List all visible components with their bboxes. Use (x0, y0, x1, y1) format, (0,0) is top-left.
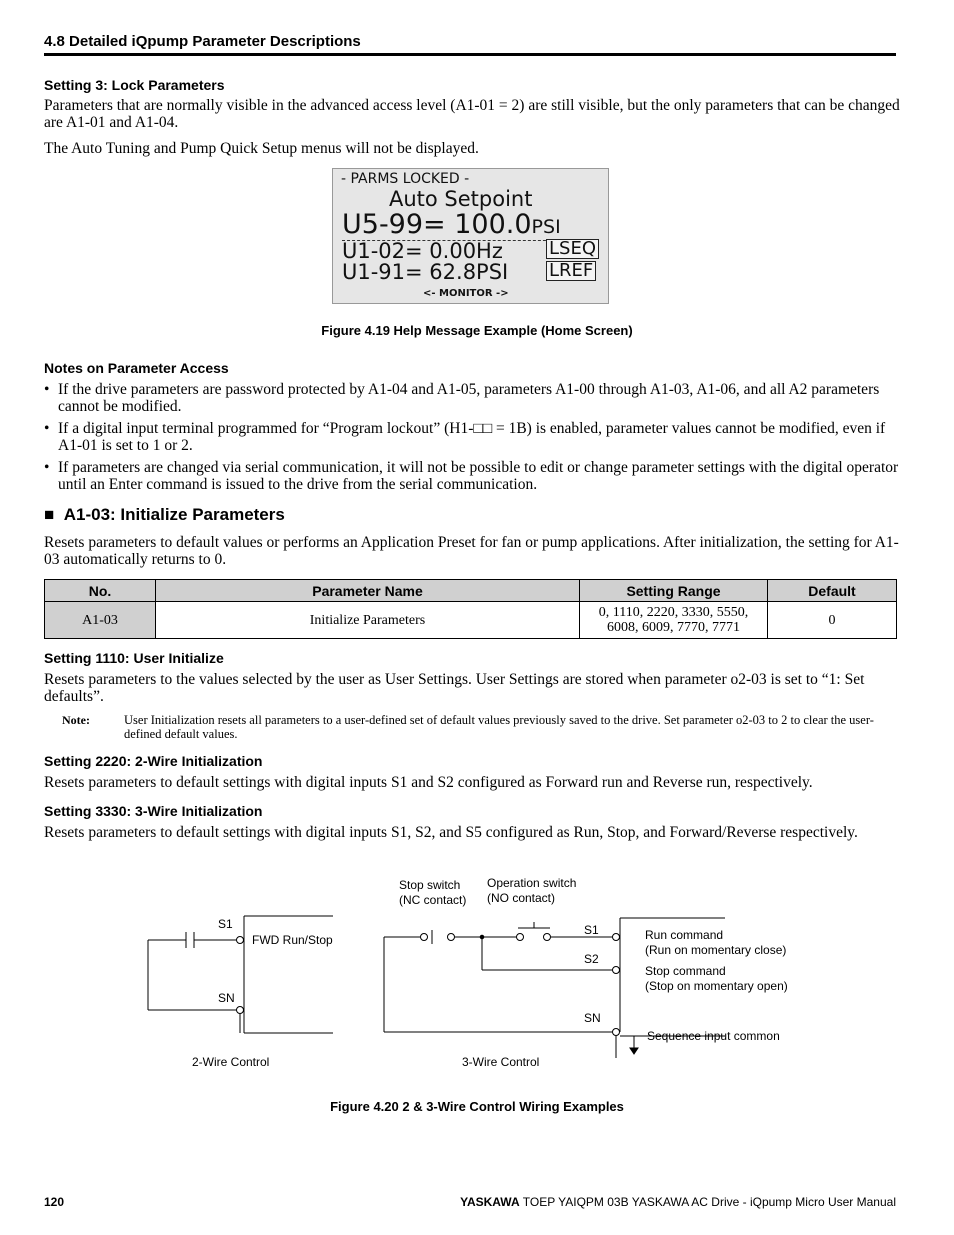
three-wire-s2-label: S2 (584, 952, 599, 966)
table-header: Default (768, 580, 897, 602)
lcd-u5-99-unit: PSI (531, 216, 561, 238)
figure-4-20-caption: Figure 4.20 2 & 3-Wire Control Wiring Examples (330, 1099, 624, 1114)
table-cell-default: 0 (768, 602, 897, 639)
section-header: 4.8 Detailed iQpump Parameter Descriptions (44, 33, 896, 56)
lcd-line-u1-02: U1-02= 0.00Hz (342, 239, 503, 263)
table-cell-no: A1-03 (45, 602, 156, 639)
three-wire-caption: 3-Wire Control (462, 1055, 540, 1069)
list-item: • If the drive parameters are password protected by A1-04 and A1-05, parameters A1-00 through A1-03, A1-06, and all A2 parameters cannot be modified. (44, 381, 900, 415)
range-line-1: 0, 1110, 2220, 3330, 5550, (598, 605, 749, 620)
operation-switch-contact-label: (NO contact) (487, 891, 556, 905)
two-wire-s1-label: S1 (218, 917, 233, 931)
table-row (45, 602, 897, 639)
operation-switch-label: Operation switch (487, 876, 577, 890)
sequence-common-label: Sequence input common (647, 1029, 780, 1043)
square-bullet-icon: ■ (44, 505, 55, 524)
a1-03-para: Resets parameters to default values or performs an Application Preset for fan or pump applications. After initialization, the setting for A1-03 automatically returns to 0. (44, 534, 899, 568)
footer-manual-title (460, 1195, 896, 1209)
lcd-line-auto-setpoint: Auto Setpoint (389, 187, 533, 211)
run-command-desc: (Run on momentary close) (645, 943, 787, 957)
wiring-diagram (0, 870, 954, 1080)
a1-03-heading (44, 505, 285, 525)
stop-switch-label: Stop switch (399, 878, 461, 892)
two-wire-caption: 2-Wire Control (192, 1055, 270, 1069)
setting3330-title: Setting 3330: 3-Wire Initialization (44, 803, 263, 819)
three-wire-sn-label: SN (584, 1011, 601, 1025)
table-header: Setting Range (580, 580, 768, 602)
a1-03-title: A1-03: Initialize Parameters (63, 505, 285, 524)
setting3-para2: The Auto Tuning and Pump Quick Setup menus will not be displayed. (44, 140, 479, 157)
table-cell-name: Initialize Parameters (156, 602, 580, 639)
note-label: Note: (62, 713, 90, 727)
lcd-line-parms-locked: - PARMS LOCKED - (341, 171, 470, 187)
footer-brand: YASKAWA (460, 1195, 520, 1209)
two-wire-fwd-label: FWD Run/Stop (252, 933, 333, 947)
table-header: No. (45, 580, 156, 602)
note-text: User Initialization resets all parameters to a user-defined set of default values previously saved to the drive. Set parameter o2-03 to 2 to clear the user-defined default values. (124, 713, 874, 741)
parameter-table (44, 579, 897, 639)
list-item: • If parameters are changed via serial communication, it will not be possible to edit or change parameter settings with the digital operator until an Enter command is issued to the drive from the serial communication. (44, 459, 900, 493)
setting3-title: Setting 3: Lock Parameters (44, 77, 225, 93)
lcd-line-u5-99 (342, 209, 561, 241)
lcd-u5-99-value: U5-99= 100.0 (342, 209, 532, 240)
setting2220-para: Resets parameters to default settings with digital inputs S1 and S2 configured as Forward run and Reverse run, respectively. (44, 774, 813, 791)
lcd-line-u1-91: U1-91= 62.8PSI (342, 260, 509, 284)
setting2220-title: Setting 2220: 2-Wire Initialization (44, 753, 263, 769)
stop-command-label: Stop command (645, 964, 726, 978)
stop-command-desc: (Stop on momentary open) (645, 979, 788, 993)
table-cell-range (580, 602, 768, 639)
three-wire-s1-label: S1 (584, 923, 599, 937)
lcd-lseq-indicator: LSEQ (546, 239, 599, 259)
setting1110-title: Setting 1110: User Initialize (44, 650, 224, 666)
table-header-row (45, 580, 897, 602)
setting1110-para: Resets parameters to the values selected by the user as User Settings. User Settings are stored when parameter o2-03 is set to “1: Set defaults”. (44, 671, 865, 705)
page-number: 120 (44, 1195, 65, 1209)
setting3330-para: Resets parameters to default settings with digital inputs S1, S2, and S5 configured as Run, Stop, and Forward/Reverse respectively. (44, 824, 858, 841)
figure-4-19-caption: Figure 4.19 Help Message Example (Home Screen) (321, 323, 633, 338)
stop-switch-contact-label: (NC contact) (399, 893, 467, 907)
table-header: Parameter Name (156, 580, 580, 602)
lcd-display (332, 168, 609, 304)
footer-manual: TOEP YAIQPM 03B YASKAWA AC Drive - iQpump Micro User Manual (519, 1195, 896, 1209)
notes-title: Notes on Parameter Access (44, 360, 229, 376)
range-line-2: 6008, 6009, 7770, 7771 (607, 620, 740, 635)
notes-list (44, 381, 900, 498)
run-command-label: Run command (645, 928, 724, 942)
lcd-lref-indicator: LREF (546, 261, 596, 281)
lcd-monitor-nav: <- MONITOR -> (423, 288, 509, 299)
list-item: • If a digital input terminal programmed for “Program lockout” (H1-□□ = 1B) is enabled, parameter values cannot be modified, even if A1-01 is set to 1 or 2. (44, 420, 900, 454)
two-wire-sn-label: SN (218, 991, 235, 1005)
setting3-para1: Parameters that are normally visible in the advanced access level (A1-01 = 2) are still visible, but the only parameters that can be changed are A1-01 and A1-04. (44, 97, 900, 131)
